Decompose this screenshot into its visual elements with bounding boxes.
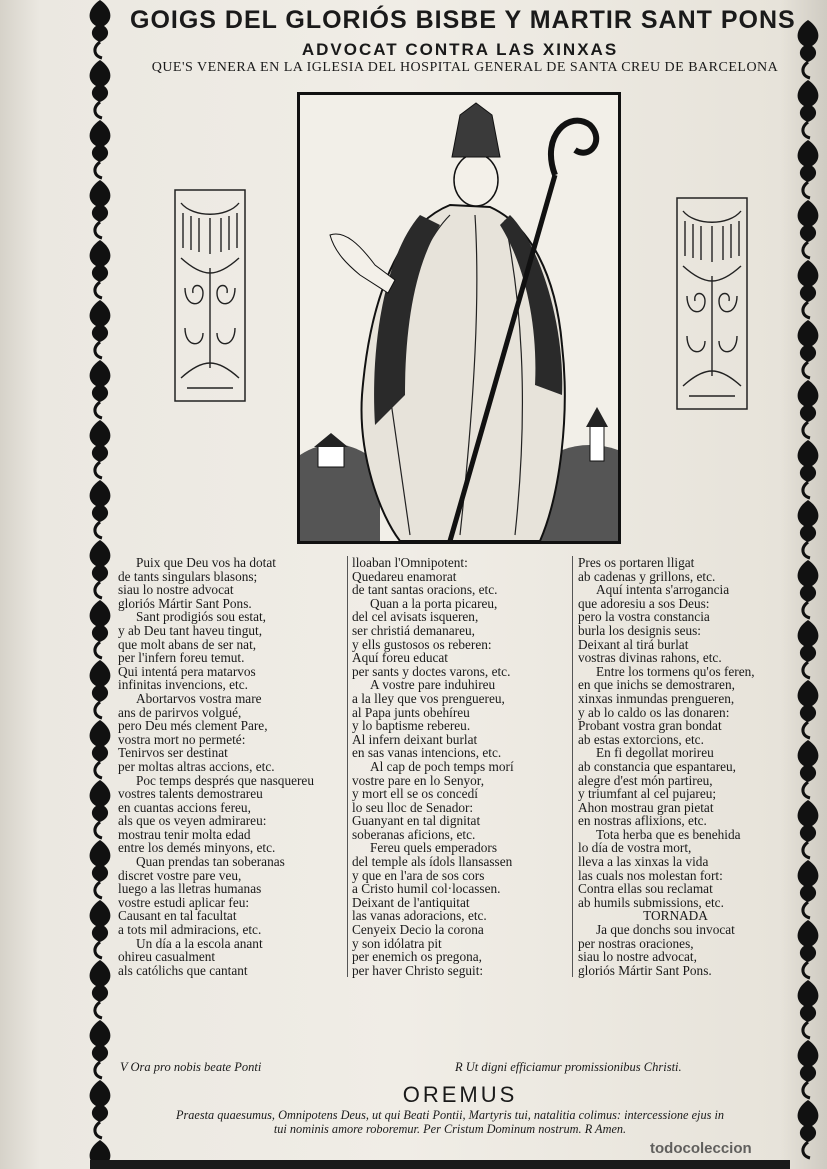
verse-line: en que inichs se demostraren, xyxy=(578,677,735,693)
verse-line: a tots mil admiracions, etc. xyxy=(118,922,262,938)
verse-line: Sant prodigiós sou estat, xyxy=(136,609,267,625)
verse-line: las vanas adoracions, etc. xyxy=(352,908,487,924)
verse-line: per sants y doctes varons, etc. xyxy=(352,663,511,679)
verse-line: que adoresiu a sos Deus: xyxy=(578,595,710,611)
verse-line: al Papa junts obehíreu xyxy=(352,704,470,720)
verse-line: y que en l'ara de sos cors xyxy=(352,867,485,883)
verse-line: A vostre pare induhireu xyxy=(370,677,496,693)
verse-line: Quedareu enamorat xyxy=(352,568,457,584)
verse-line: vostra mort no permeté: xyxy=(118,731,246,747)
verse-column-2 xyxy=(347,556,574,977)
verse-line: ans de parirvos volgué, xyxy=(118,704,242,720)
verse-line: vostre pare en lo Senyor, xyxy=(352,772,485,788)
verse-line: Aquí intenta s'arrogancia xyxy=(596,582,730,598)
title-location: QUE'S VENERA EN LA IGLESIA DEL HOSPITAL GENERAL DE SANTA CREU DE BARCELONA xyxy=(151,60,779,75)
verse-line: als que os veyen admirareu: xyxy=(118,813,267,829)
verse-line: en nostras aflixions, etc. xyxy=(578,813,707,829)
verse-line: burla los designis seus: xyxy=(578,622,701,638)
verse-line: Puix que Deu vos ha dotat xyxy=(136,555,276,570)
verse-line: lleva a las xinxas la vida xyxy=(578,854,709,870)
verse-line: en cuantas accions fereu, xyxy=(118,799,251,815)
verse-line: entre los demés minyons, etc. xyxy=(118,840,276,856)
title-main: GOIGS DEL GLORIÓS BISBE Y MARTIR SANT PONS xyxy=(130,6,796,34)
verse-line: alegre d'est món partireu, xyxy=(578,772,713,788)
verse-line: als católichs que cantant xyxy=(118,962,248,978)
verse-line: Aquí foreu educat xyxy=(352,650,448,666)
verse-line: gloriós Mártir Sant Pons. xyxy=(118,595,252,611)
response-line: R Ut digni efficiamur promissionibus Christi. xyxy=(455,1060,682,1074)
verse-line: per enemich os pregona, xyxy=(352,949,482,965)
verse-line: Ahon mostrau gran pietat xyxy=(578,799,714,815)
verse-line: Deixant al tirá burlat xyxy=(578,636,689,652)
verse-line: soberanas aficions, etc. xyxy=(352,826,476,842)
verse-line: vostras divinas rahons, etc. xyxy=(578,650,722,666)
verse-line: TORNADA xyxy=(643,908,708,924)
right-vine-border xyxy=(790,0,826,1169)
verse-line: ser christiá demanareu, xyxy=(352,622,475,638)
verse-line: Tenirvos ser destinat xyxy=(118,745,228,761)
verse-line: ab humils submissions, etc. xyxy=(578,894,724,910)
verse-line: Ja que donchs sou invocat xyxy=(596,922,735,938)
verse-line: lo día de vostra mort, xyxy=(578,840,692,856)
verse-line: ab estas extorcions, etc. xyxy=(578,731,704,747)
verse-line: de tants singulars blasons; xyxy=(118,568,258,584)
verse-line: a la lley que vos prenguereu, xyxy=(352,690,505,706)
title-subtitle: ADVOCAT CONTRA LAS XINXAS xyxy=(301,40,619,59)
right-ornament-panel xyxy=(675,196,749,411)
verse-line: Al infern deixant burlat xyxy=(352,731,478,747)
watermark: todocoleccion xyxy=(650,1140,752,1157)
verse-line: infinitas invencions, etc. xyxy=(118,677,248,693)
verse-line: lloaban l'Omnipotent: xyxy=(352,555,468,570)
verse-line: xinxas inmundas prengueren, xyxy=(578,690,735,706)
verse-line: en sas vanas intencions, etc. xyxy=(352,745,502,761)
verse-line: Quan a la porta picareu, xyxy=(370,595,498,611)
verse-line: ohireu casualment xyxy=(118,949,216,965)
verse-line: Un día a la escola anant xyxy=(136,935,263,951)
bottom-border-band xyxy=(90,1160,790,1169)
verse-column-1 xyxy=(118,556,338,977)
verse-line: pero la vostra constancia xyxy=(578,609,710,625)
verse-line: Causant en tal facultat xyxy=(118,908,237,924)
verse-line: que molt abans de ser nat, xyxy=(118,636,257,652)
verse-line: Deixant de l'antiquitat xyxy=(352,894,470,910)
oremus-heading: OREMUS xyxy=(402,1082,518,1107)
verse-line: pero Deu més clement Pare, xyxy=(118,718,268,734)
verse-line: Pres os portaren lligat xyxy=(578,555,695,570)
verse-line: vostres talents demostrareu xyxy=(118,786,263,802)
verse-line: lo seu lloc de Senador: xyxy=(352,799,474,815)
verse-line: y ells gustosos os reberen: xyxy=(352,636,492,652)
verse-line: Fereu quels emperadors xyxy=(370,840,498,856)
prayer-line-1: Praesta quaesumus, Omnipotens Deus, ut qui Beati Pontii, Martyris tui, natalitia colimus: intercessione ejus in xyxy=(175,1108,725,1122)
prayer-line-2: tui nominis amore roboremur. Per Cristum Dominum nostrum. R Amen. xyxy=(273,1122,627,1136)
verse-line: y son idólatra pit xyxy=(352,935,442,951)
verse-line: siau lo nostre advocat, xyxy=(578,949,697,965)
verse-line: y triumfant al cel pujareu; xyxy=(578,786,717,802)
verse-line: Poc temps després que nasquereu xyxy=(136,772,314,788)
verse-line: per nostras oraciones, xyxy=(578,935,694,951)
verse-line: a Cristo humil col·locassen. xyxy=(352,881,501,897)
verse-line: Quan prendas tan soberanas xyxy=(136,854,285,870)
verse-line: luego a las lletras humanas xyxy=(118,881,262,897)
verse-line: del temple als ídols llansassen xyxy=(352,854,513,870)
verse-line: Probant vostra gran bondat xyxy=(578,718,722,734)
verse-line: siau lo nostre advocat xyxy=(118,582,234,598)
verse-line: per moltas altras accions, etc. xyxy=(118,758,275,774)
verse-line: gloriós Mártir Sant Pons. xyxy=(578,962,712,978)
verse-line: las cuals nos molestan fort: xyxy=(578,867,723,883)
verse-line: de tant santas oracions, etc. xyxy=(352,582,498,598)
verse-line: per haver Christo seguit: xyxy=(352,962,484,978)
closing-prayer xyxy=(100,1108,800,1136)
left-ornament-panel xyxy=(173,188,247,403)
verse-line: del cel avisats isqueren, xyxy=(352,609,479,625)
verse-line: y ab lo caldo os las donaren: xyxy=(578,704,730,720)
verse-line: y mort ell se os concedí xyxy=(352,786,478,802)
verse-line: y ab Deu tant haveu tingut, xyxy=(118,622,263,638)
verse-line: per l'infern foreu temut. xyxy=(118,650,245,666)
verse-line: Cenyeix Decio la corona xyxy=(352,922,484,938)
verse-line: Contra ellas sou reclamat xyxy=(578,881,713,897)
verse-line: Tota herba que es benehida xyxy=(596,826,741,842)
verse-line: Abortarvos vostra mare xyxy=(136,690,262,706)
verse-line: Al cap de poch temps morí xyxy=(370,758,514,774)
verse-line: y lo baptisme rebereu. xyxy=(352,718,471,734)
verse-line: ab cadenas y grillons, etc. xyxy=(578,568,716,584)
verse-line: Qui intentá pera matarvos xyxy=(118,663,256,679)
verse-column-3 xyxy=(572,556,793,977)
verse-line: mostrau tenir molta edad xyxy=(118,826,251,842)
left-vine-border xyxy=(82,0,118,1169)
verse-line: ab constancia que espantareu, xyxy=(578,758,737,774)
verse-line: Entre los tormens qu'os feren, xyxy=(596,663,755,679)
verse-line: vostre estudi aplicar feu: xyxy=(118,894,250,910)
verse-line: En fi degollat morireu xyxy=(596,745,714,761)
saint-woodcut-image xyxy=(297,92,621,544)
verse-line: Guanyant en tal dignitat xyxy=(352,813,481,829)
versicle-line: V Ora pro nobis beate Ponti xyxy=(120,1060,262,1074)
verse-line: discret vostre pare veu, xyxy=(118,867,242,883)
